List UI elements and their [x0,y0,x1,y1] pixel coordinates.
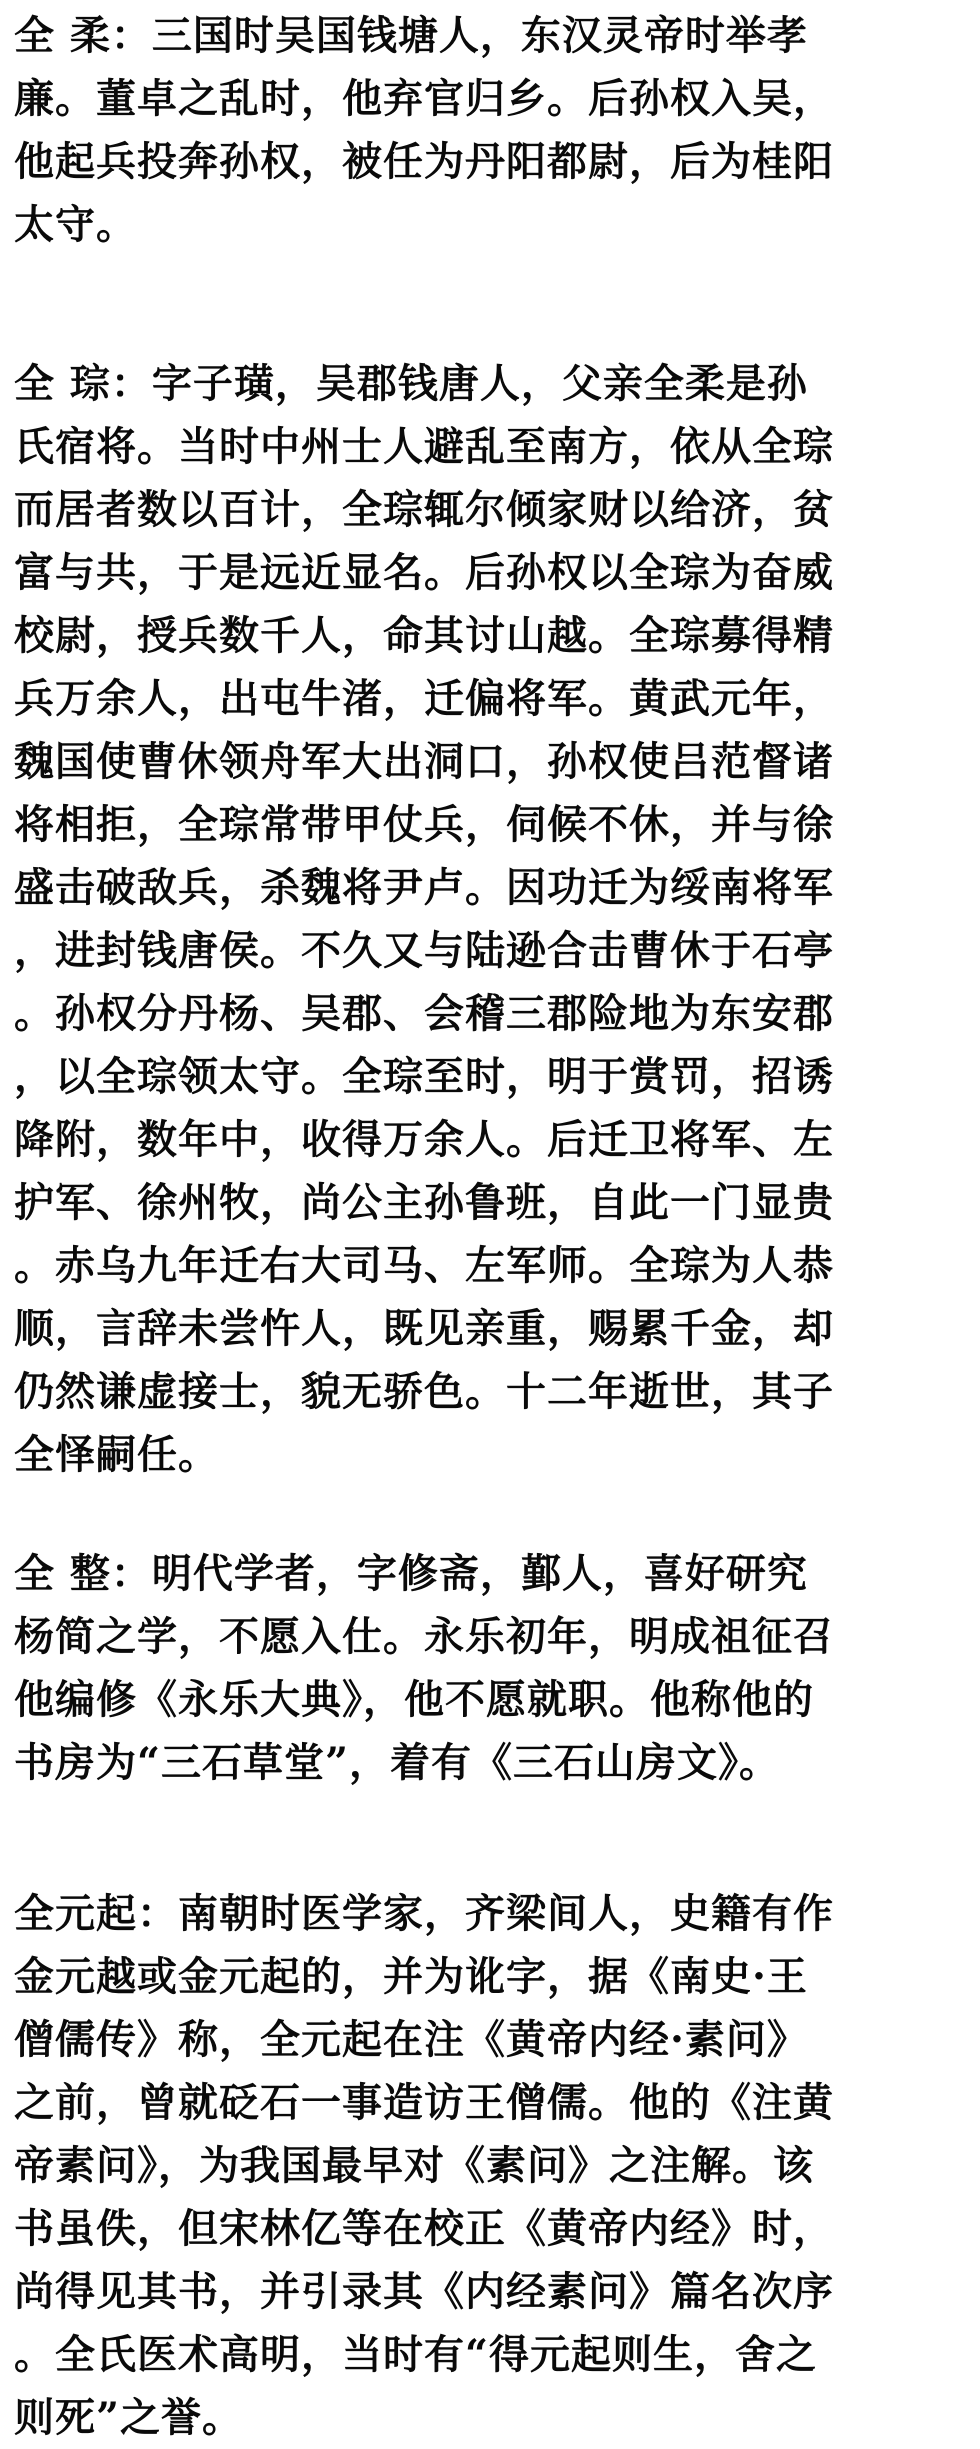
text-line: 盛击破敌兵，杀魏将尹卢。因功迁为绥南将军 [14,864,834,911]
text-line: 帝素问》，为我国最早对《素问》之注解。该 [14,2142,814,2189]
text-line: 全怿嗣任。 [14,1431,219,1478]
text-line: 魏国使曹休领舟军大出洞口，孙权使吕范督诸 [14,738,834,785]
text-line: 校尉，授兵数千人，命其讨山越。全琮募得精 [14,612,834,659]
text-line: 。孙权分丹杨、吴郡、会稽三郡险地为东安郡 [14,990,834,1037]
text-line: 降附，数年中，收得万余人。后迁卫将军、左 [14,1116,834,1163]
text-line: 尚得见其书，并引录其《内经素问》篇名次序 [14,2268,834,2315]
text-line: 。全氏医术高明，当时有“得元起则生，舍之 [14,2331,818,2378]
text-line: 全元起：南朝时医学家，齐梁间人，史籍有作 [14,1890,834,1937]
text-line: 书房为“三石草堂”，着有《三石山房文》。 [14,1739,781,1786]
text-line: 顺，言辞未尝忤人，既见亲重，赐累千金，却 [14,1305,834,1352]
text-line: 全 柔：三国时吴国钱塘人，东汉灵帝时举孝 [14,12,808,59]
text-line: 护军、徐州牧，尚公主孙鲁班，自此一门显贵 [14,1179,834,1226]
entry-quan-cong [14,352,974,1486]
text-line: 太守。 [14,201,137,248]
text-line: 书虽佚，但宋林亿等在校正《黄帝内经》时， [14,2205,834,2252]
text-line: 金元越或金元起的，并为讹字，据《南史·王 [14,1953,808,2000]
text-line: ，进封钱唐侯。不久又与陆逊合击曹休于石亭 [14,927,834,974]
text-line: 兵万余人，出屯牛渚，迁偏将军。黄武元年， [14,675,834,722]
text-line: 将相拒，全琮常带甲仗兵，伺候不休，并与徐 [14,801,834,848]
text-line: 他起兵投奔孙权，被任为丹阳都尉，后为桂阳 [14,138,834,185]
text-line: 僧儒传》称，全元起在注《黄帝内经·素问》 [14,2016,808,2063]
text-line: 他编修《永乐大典》，他不愿就职。他称他的 [14,1676,814,1723]
text-line: 全 琮：字子璜，吴郡钱唐人，父亲全柔是孙 [14,360,808,407]
text-line: 之前，曾就砭石一事造访王僧儒。他的《注黄 [14,2079,834,2126]
entry-quan-rou [14,4,974,256]
text-line: 。赤乌九年迁右大司马、左军师。全琮为人恭 [14,1242,834,1289]
entry-quan-zheng [14,1542,974,1794]
text-line: 全 整：明代学者，字修斋，鄞人，喜好研究 [14,1550,808,1597]
text-line: 富与共，于是远近显名。后孙权以全琮为奋威 [14,549,834,596]
text-line: 氏宿将。当时中州士人避乱至南方，依从全琮 [14,423,834,470]
text-line: 仍然谦虚接士，貌无骄色。十二年逝世，其子 [14,1368,834,1415]
text-line: 而居者数以百计，全琮辄尔倾家财以给济，贫 [14,486,834,533]
text-line: 杨简之学，不愿入仕。永乐初年，明成祖征召 [14,1613,834,1660]
text-line: ，以全琮领太守。全琮至时，明于赏罚，招诱 [14,1053,834,1100]
entry-quan-yuanqi [14,1882,974,2449]
text-line: 廉。董卓之乱时，他弃官归乡。后孙权入吴， [14,75,834,122]
text-line: 则死”之誉。 [14,2394,244,2441]
